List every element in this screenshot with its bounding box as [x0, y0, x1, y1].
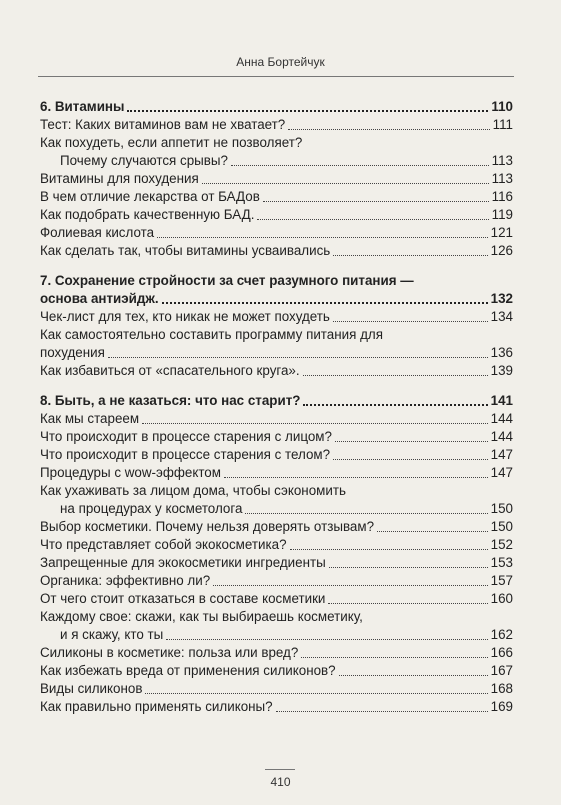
toc-page-number: 144: [490, 429, 513, 444]
toc-entry-title: Как мы стареем: [40, 411, 140, 426]
dot-leader: [142, 423, 488, 424]
toc-page-number: 136: [490, 345, 513, 360]
toc-page-number: 126: [490, 243, 513, 258]
dot-leader: [328, 603, 487, 604]
dot-leader: [245, 513, 487, 514]
dot-leader: [166, 639, 487, 640]
header-rule: [38, 76, 514, 77]
toc-entry-title: Виды силиконов: [40, 681, 143, 696]
toc-entry-title: В чем отличие лекарства от БАДов: [40, 189, 260, 204]
toc-entry-title: Витамины для похудения: [40, 171, 199, 186]
dot-leader: [333, 459, 488, 460]
dot-leader: [333, 255, 487, 256]
dot-leader: [224, 477, 488, 478]
toc-entry-row: [40, 662, 513, 680]
toc-entry-row: [40, 116, 513, 134]
dot-leader: [213, 585, 487, 586]
toc-entry-row: [40, 152, 513, 170]
toc-entry-title: Тест: Каких витаминов вам не хватает?: [40, 117, 286, 132]
dot-leader: [127, 110, 488, 112]
toc-entry-title: От чего стоит отказаться в составе косметики: [40, 591, 326, 606]
toc-page-number: 166: [490, 645, 513, 660]
toc-entry-title: Как подобрать качественную БАД.: [40, 207, 255, 222]
toc-page-number: 150: [490, 501, 513, 516]
toc-entry-title: Фолиевая кислота: [40, 225, 155, 240]
toc-entry-row: [40, 344, 513, 362]
toc-entry-row: [40, 242, 513, 260]
toc-entry-row: [40, 410, 513, 428]
dot-leader: [263, 201, 489, 202]
toc-entry-row: [40, 626, 513, 644]
dot-leader: [145, 693, 487, 694]
toc-entry-row: [40, 698, 513, 716]
toc-entry-title: и я скажу, кто ты: [60, 627, 164, 642]
toc-page-number: 147: [490, 447, 513, 462]
toc-page-number: 153: [490, 555, 513, 570]
toc-chapter-row: [40, 290, 513, 308]
toc-entry-row: [40, 518, 513, 536]
dot-leader: [301, 657, 487, 658]
toc-page-number: 160: [490, 591, 513, 606]
dot-leader: [329, 567, 488, 568]
toc-chapter-row: [40, 98, 513, 116]
toc-page-number: 150: [490, 519, 513, 534]
toc-entry-title: Выбор косметики. Почему нельзя доверять отзывам?: [40, 519, 375, 534]
toc-page-number: 152: [490, 537, 513, 552]
dot-leader: [202, 183, 489, 184]
toc-entry-title: Почему случаются срывы?: [60, 153, 228, 168]
toc-entry-row: [40, 446, 513, 464]
toc-entry-title: Что происходит в процессе старения с лицом?: [40, 429, 332, 444]
toc-entry-row: [40, 308, 513, 326]
toc-entry-title: Как похудеть, если аппетит не позволяет?: [40, 135, 303, 150]
toc-entry-title: Как ухаживать за лицом дома, чтобы сэкономить: [40, 483, 346, 498]
dot-leader: [290, 549, 488, 550]
toc-entry-title: Каждому свое: скажи, как ты выбираешь косметику,: [40, 609, 363, 624]
toc-page-number: 111: [492, 117, 513, 132]
dot-leader: [288, 129, 489, 130]
dot-leader: [339, 675, 488, 676]
table-of-contents: [40, 98, 513, 716]
toc-entry-row: [40, 536, 513, 554]
toc-entry-row: [40, 590, 513, 608]
dot-leader: [303, 404, 487, 406]
dot-leader: [108, 357, 488, 358]
toc-entry-row: [40, 206, 513, 224]
toc-entry-title: Что представляет собой экокосметика?: [40, 537, 287, 552]
toc-page-number: 119: [491, 207, 513, 222]
toc-entry-title: Как самостоятельно составить программу питания для: [40, 327, 383, 342]
toc-page-number: 116: [491, 189, 513, 204]
toc-page-number: 134: [490, 309, 513, 324]
toc-page-number: 168: [490, 681, 513, 696]
toc-entry-title: Органика: эффективно ли?: [40, 573, 211, 588]
toc-page-number: 167: [490, 663, 513, 678]
toc-entry-title: Как избежать вреда от применения силиконов?: [40, 663, 336, 678]
toc-entry-row: [40, 362, 513, 380]
toc-page-number: 147: [490, 465, 513, 480]
toc-entry-title: на процедурах у косметолога: [60, 501, 243, 516]
toc-entry-title: Чек-лист для тех, кто никак не может похудеть: [40, 309, 330, 324]
toc-entry-row: [40, 572, 513, 590]
toc-page-number: 121: [490, 225, 513, 240]
toc-entry-title: Как избавиться от «спасательного круга».: [40, 363, 300, 378]
toc-entry-row: [40, 224, 513, 242]
toc-entry-row: [40, 188, 513, 206]
toc-entry-row: [40, 680, 513, 698]
dot-leader: [162, 302, 488, 304]
toc-page-number: 162: [490, 627, 513, 642]
toc-page-number: 132: [490, 291, 513, 306]
running-header-author: Анна Бортейчук: [236, 55, 325, 69]
dot-leader: [157, 237, 488, 238]
toc-entry-row: [40, 500, 513, 518]
toc-entry-row: [40, 644, 513, 662]
toc-entry-row: [40, 170, 513, 188]
toc-entry-title: Запрещенные для экокосметики ингредиенты: [40, 555, 326, 570]
toc-page-number: 139: [490, 363, 513, 378]
dot-leader: [335, 441, 488, 442]
toc-entry-title: похудения: [40, 345, 105, 360]
toc-page-number: 113: [491, 153, 513, 168]
page-number: 410: [270, 775, 291, 789]
toc-entry-title: Процедуры с wow-эффектом: [40, 465, 221, 480]
toc-page-number: 157: [490, 573, 513, 588]
toc-entry-title: основа антиэйдж.: [40, 291, 159, 306]
toc-entry-title: 8. Быть, а не казаться: что нас старит?: [40, 393, 301, 408]
toc-page-number: 169: [490, 699, 513, 714]
toc-entry-title: 7. Сохранение стройности за счет разумного питания —: [40, 273, 414, 288]
toc-entry-title: 6. Витамины: [40, 99, 125, 114]
toc-entry-title: Как правильно применять силиконы?: [40, 699, 273, 714]
dot-leader: [276, 711, 488, 712]
dot-leader: [377, 531, 488, 532]
toc-page-number: 144: [490, 411, 513, 426]
toc-entry-title: Что происходит в процессе старения с телом?: [40, 447, 331, 462]
toc-entry-row: [40, 428, 513, 446]
toc-entry-title: Как сделать так, чтобы витамины усваивались: [40, 243, 331, 258]
toc-entry-row: [40, 554, 513, 572]
toc-page-number: 141: [490, 393, 513, 408]
toc-page-number: 110: [491, 99, 513, 114]
dot-leader: [333, 321, 488, 322]
toc-entry-row: [40, 464, 513, 482]
dot-leader: [257, 219, 488, 220]
footer-rule: [265, 769, 295, 770]
toc-chapter-row: [40, 392, 513, 410]
dot-leader: [231, 165, 489, 166]
dot-leader: [303, 375, 488, 376]
toc-page-number: 113: [491, 171, 513, 186]
toc-entry-title: Силиконы в косметике: польза или вред?: [40, 645, 299, 660]
